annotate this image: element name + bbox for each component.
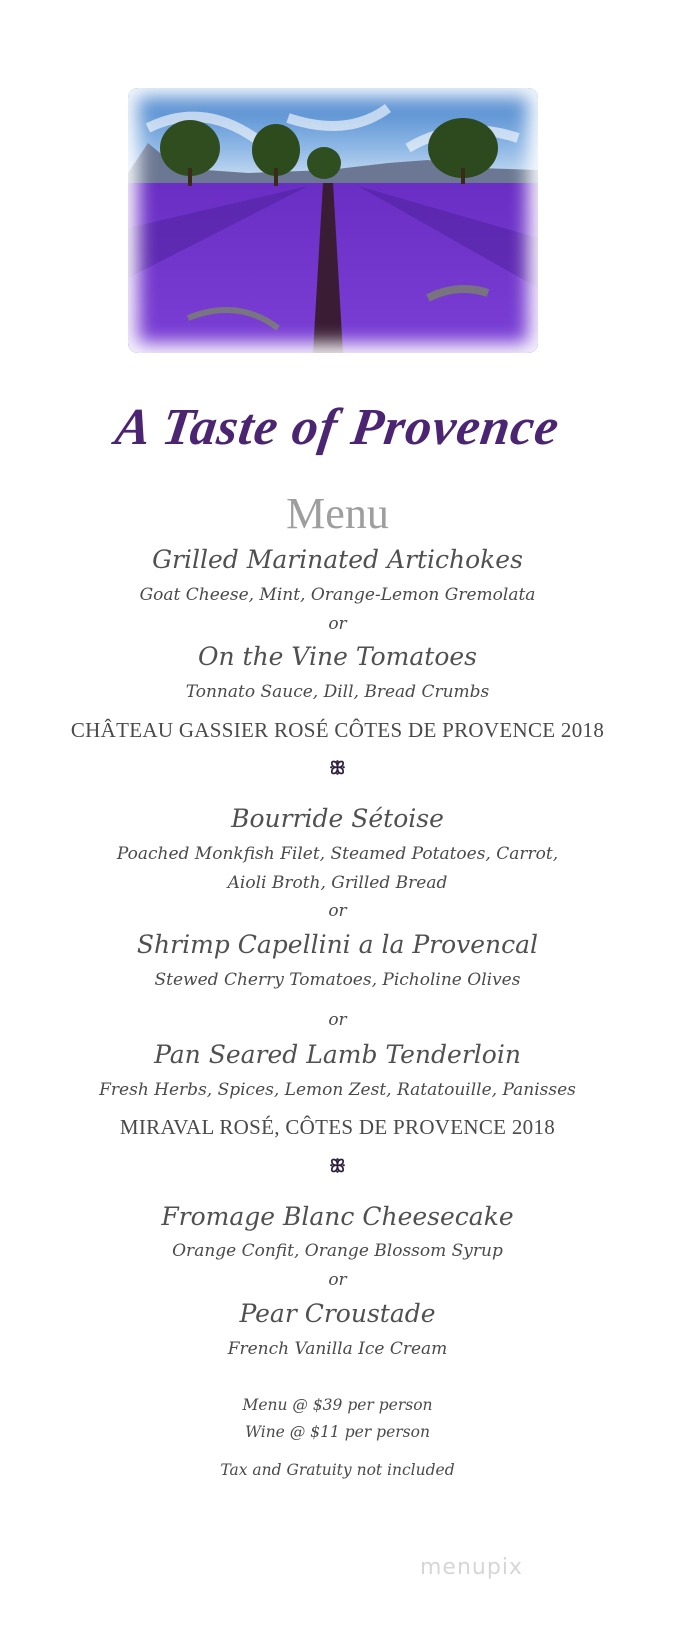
fleuron-ornament-icon: ꕥ xyxy=(329,758,346,779)
menupix-watermark: menupix xyxy=(420,1555,523,1580)
or-separator: or xyxy=(328,1010,347,1030)
dish-description: Tonnato Sauce, Dill, Bread Crumbs xyxy=(185,682,490,702)
restaurant-title: A Taste of Provence xyxy=(111,399,564,456)
dish-name: Shrimp Capellini a la Provencal xyxy=(136,930,539,959)
fleuron-ornament-icon: ꕥ xyxy=(329,1156,346,1177)
lavender-field-photo xyxy=(128,88,538,353)
dish-description: Orange Confit, Orange Blossom Syrup xyxy=(172,1241,503,1261)
dish-description: Goat Cheese, Mint, Orange-Lemon Gremolata xyxy=(139,585,536,605)
menu-heading: Menu xyxy=(286,489,389,538)
dish-description: French Vanilla Ice Cream xyxy=(227,1339,448,1359)
dish-name: On the Vine Tomatoes xyxy=(197,642,477,671)
wine-pairing: MIRAVAL ROSÉ, CÔTES DE PROVENCE 2018 xyxy=(119,1115,556,1139)
dish-name: Pan Seared Lamb Tenderloin xyxy=(154,1040,521,1069)
dish-description: Aioli Broth, Grilled Bread xyxy=(227,873,448,893)
wine-pairing: CHÂTEAU GASSIER ROSÉ CÔTES DE PROVENCE 2018 xyxy=(70,718,605,742)
or-separator: or xyxy=(328,614,347,634)
or-separator: or xyxy=(328,1270,347,1290)
dish-name: Pear Croustade xyxy=(239,1299,436,1328)
dish-description: Stewed Cherry Tomatoes, Picholine Olives xyxy=(154,970,521,990)
wine-price: Wine @ $11 per person xyxy=(245,1423,430,1441)
dish-name: Bourride Sétoise xyxy=(231,804,444,833)
tax-note: Tax and Gratuity not included xyxy=(220,1461,455,1479)
dish-description: Fresh Herbs, Spices, Lemon Zest, Ratatouille, Panisses xyxy=(99,1080,576,1100)
photo-vignette xyxy=(128,88,538,353)
or-separator: or xyxy=(328,901,347,921)
dish-description: Poached Monkfish Filet, Steamed Potatoes, Carrot, xyxy=(116,844,559,864)
menu-price: Menu @ $39 per person xyxy=(242,1396,433,1414)
dish-name: Fromage Blanc Cheesecake xyxy=(161,1202,514,1231)
dish-name: Grilled Marinated Artichokes xyxy=(152,545,523,574)
